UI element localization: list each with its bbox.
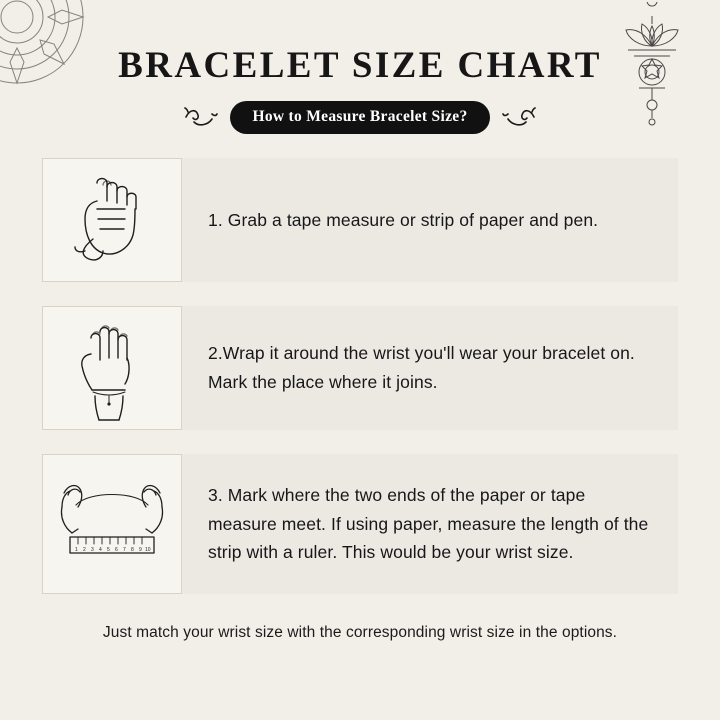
svg-text:1: 1 — [75, 546, 78, 553]
fist-hand-with-tape-icon — [57, 165, 167, 275]
step-2-text-panel — [182, 306, 678, 430]
flourish-left-icon — [184, 106, 218, 128]
steps-list — [0, 158, 720, 594]
subtitle-badge: How to Measure Bracelet Size? — [230, 101, 489, 134]
svg-text:5: 5 — [107, 546, 110, 553]
flourish-right-icon — [502, 106, 536, 128]
step-1-text: 1. Grab a tape measure or strip of paper and pen. — [208, 209, 599, 230]
hands-measuring-ruler-icon — [48, 465, 176, 583]
list-item — [42, 454, 678, 594]
svg-text:7: 7 — [123, 546, 126, 553]
step-1-figure — [42, 158, 182, 282]
hand-wrist-wrap-icon — [57, 312, 167, 424]
list-item — [42, 158, 678, 282]
step-1-text-panel — [182, 158, 678, 282]
step-3-text-panel — [182, 454, 678, 594]
step-2-text: 2.Wrap it around the wrist you'll wear your bracelet on. Mark the place where it joins. — [208, 343, 635, 392]
svg-text:8: 8 — [131, 546, 134, 553]
svg-text:10: 10 — [145, 546, 151, 553]
svg-text:4: 4 — [99, 546, 102, 553]
list-item — [42, 306, 678, 430]
step-3-figure — [42, 454, 182, 594]
svg-text:9: 9 — [139, 546, 142, 553]
svg-text:2: 2 — [83, 546, 86, 553]
footer-note: Just match your wrist size with the corresponding wrist size in the options. — [102, 623, 618, 641]
step-3-text: 3. Mark where the two ends of the paper or tape measure meet. If using paper, measure the length of the strip with a ruler. This would be your wrist size. — [208, 485, 649, 562]
subtitle-row — [0, 101, 720, 134]
svg-text:6: 6 — [115, 546, 118, 553]
svg-text:3: 3 — [91, 546, 94, 553]
header — [0, 0, 720, 134]
page-title: BRACELET SIZE CHART — [118, 45, 602, 86]
step-2-figure — [42, 306, 182, 430]
